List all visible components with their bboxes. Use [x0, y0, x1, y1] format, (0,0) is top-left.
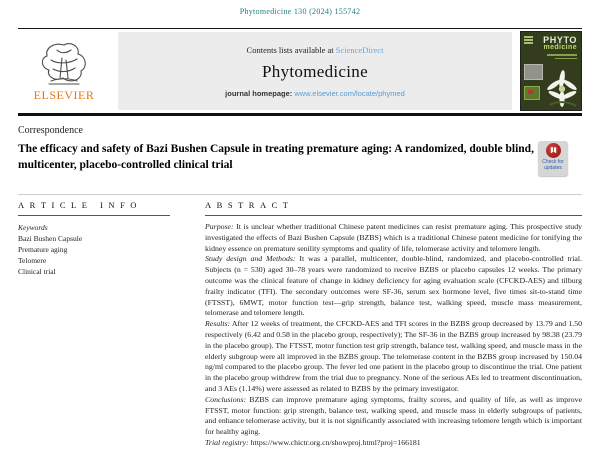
abstract-paragraph: Purpose: It is unclear whether traditional Chinese patent medicines can resist premature aging. This prospective study investigated the effects of Bazi Bushen Capsule (BZBS) which is a traditional Chinese patent medicine for tonifying the kidney essence on premature senility symptoms and quality of life, telomerase activity and telomere length.	[205, 222, 582, 253]
cover-thumbnail-color	[524, 86, 540, 100]
cover-title-line1: PHYTO	[543, 35, 577, 45]
elsevier-wordmark: ELSEVIER	[33, 87, 95, 102]
article-info-column	[18, 200, 183, 449]
elsevier-tree-icon	[37, 40, 91, 90]
keywords-label: Keywords	[18, 223, 48, 232]
contents-line	[247, 45, 384, 55]
abstract-paragraph: Conclusions: BZBS can improve premature aging symptoms, frailty scores, and quality of life, as well as improve FTSST, motor function: grip strength, balance test, walking speed, and muscle mass in elderly subgroups of patients, and enhance telomerase activity, but it is not significantly associated with increasing telomere length which is important for healthy aging.	[205, 394, 582, 437]
article-info-heading: A R T I C L E I N F O	[18, 200, 139, 210]
journal-header	[18, 28, 582, 116]
cover-flower-art	[544, 69, 580, 109]
homepage-line	[225, 89, 405, 98]
sciencedirect-link[interactable]: ScienceDirect	[335, 44, 384, 55]
cover-title-line2: medicine	[543, 44, 577, 51]
journal-homepage-link[interactable]: www.elsevier.com/locate/phymed	[294, 88, 405, 98]
elsevier-logo[interactable]	[18, 31, 110, 111]
cover-title	[543, 36, 577, 59]
keyword-item: Premature aging	[18, 245, 68, 254]
cover-thumbnail-grey	[524, 64, 543, 80]
check-for-updates-badge[interactable]	[538, 141, 568, 176]
keyword-item: Clinical trial	[18, 267, 56, 276]
section-label: Correspondence	[18, 125, 83, 136]
journal-banner	[118, 32, 512, 110]
abstract-column	[205, 200, 582, 449]
abstract-heading: A B S T R A C T	[205, 200, 291, 210]
abstract-rule	[205, 215, 582, 216]
header-bottom-rule	[18, 113, 582, 116]
abstract-paragraph: Results: After 12 weeks of treatment, the CFCKD-AES and TFI scores in the BZBS group decreased by 13.79 and 1.50 respectively (6.42 and 0.58 in the placebo group, respectively); The SF-36 in the BZBS group increased by 98.38 (23.79 in the placebo group). The FTSST, motor function test grip strength, balance test, walking speed, and muscle mass in the elderly subgroup were all improved in the BZBS group. The telomerase content in the BZBS group increased by 150.04 ng/ml compared to the placebo group. The fever led one patient in the placebo group to discontinue the trial. One patient in the placebo group withdrew from the trial due to pregnancy. None of the serious AEs led to treatment discontinuation, and 3 AEs (1.14%) were assessed as related to BZBS by the primary investigator.	[205, 319, 582, 393]
article-title: The efficacy and safety of Bazi Bushen Capsule in treating premature aging: A randomized, double blind, multicenter, placebo-controlled clinical trial	[18, 143, 534, 171]
journal-citation: Phytomedicine 130 (2024) 155742	[239, 7, 361, 16]
homepage-label: journal homepage:	[225, 88, 293, 98]
article-info-rule	[18, 215, 170, 216]
check-for-updates-label: Check for updates	[542, 159, 564, 171]
contents-text: Contents lists available at	[246, 44, 334, 55]
article-columns	[18, 194, 582, 449]
keyword-item: Bazi Bushen Capsule	[18, 234, 83, 243]
abstract-body	[205, 222, 582, 449]
journal-cover[interactable]	[520, 31, 582, 111]
cover-volume-marks	[524, 36, 533, 45]
keywords-list	[18, 233, 183, 277]
crossmark-icon	[546, 143, 561, 158]
keyword-item: Telomere	[18, 256, 47, 265]
abstract-paragraph: Trial registry: https://www.chictr.org.cn/showproj.html?proj=166181	[205, 437, 421, 447]
abstract-paragraph: Study design and Methods: It was a parallel, multicenter, double-blind, randomized, and placebo-controlled trial. Subjects (n = 530) aged 30–78 years were randomized to receive BZBS or placebo capsules 12 weeks. The primary outcome was the clinical feature of change in kidney deficiency for aging evaluation scale (CFCKD-AES) and tilburg frailty indicator (TFI). The secondary outcomes were SF-36, serum sex hormone level, five times sit-to-stand time (FTSST), 6MWT, motor function test—grip strength, balance test, walking speed, muscle mass measurement, telomerase and telomere length.	[205, 254, 582, 318]
journal-title: Phytomedicine	[262, 61, 368, 81]
